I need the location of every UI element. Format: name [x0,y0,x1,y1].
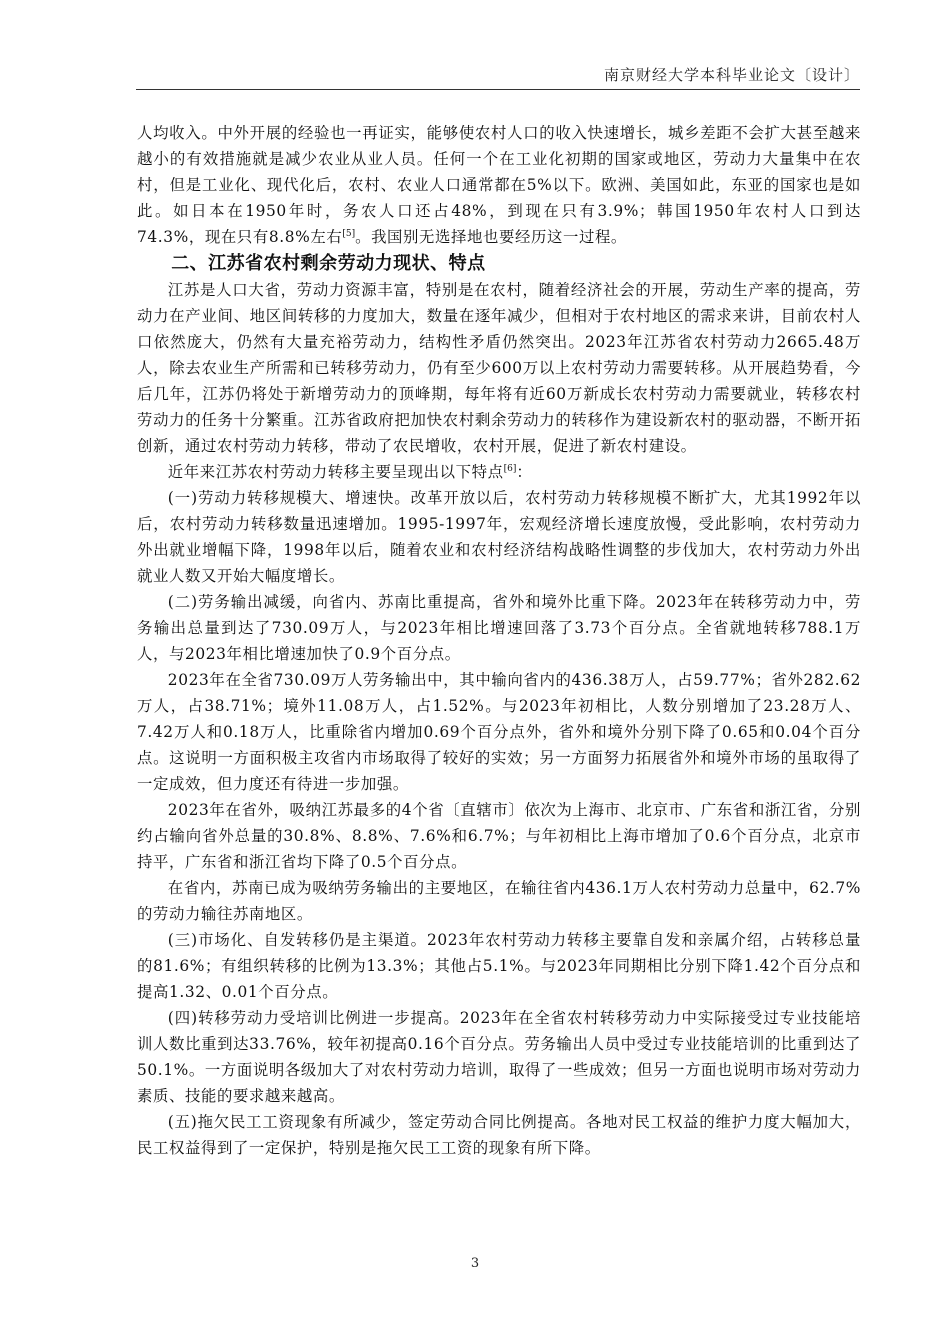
citation-ref: [5] [342,228,356,239]
paragraph: (一)劳动力转移规模大、增速快。改革开放以后，农村劳动力转移规模不断扩大，尤其1992年以后，农村劳动力转移数量迅速增加。1995-1997年，宏观经济增长速度放慢，受此影响，农村劳动力外出就业增幅下降，1998年以后，随着农业和农村经济结构战略性调整的步伐加大，农村劳动力外出就业人数又开始大幅度增长。 [137,489,861,585]
page-number: 3 [470,1256,480,1271]
paragraph: (四)转移劳动力受培训比例进一步提高。2023年在全省农村转移劳动力中实际接受过专业技能培训人数比重到达33.76%，较年初提高0.16个百分点。劳务输出人员中受过专业技能培训的比重到达了50.1%。一方面说明各级加大了对农村劳动力培训，取得了一些成效；但另一方面也说明市场对劳动力素质、技能的要求越来越高。 [137,1009,861,1105]
paragraph: (三)市场化、自发转移仍是主渠道。2023年农村劳动力转移主要靠自发和亲属介绍，占转移总量的81.6%；有组织转移的比例为13.3%；其他占5.1%。与2023年同期相比分别下降1.42个百分点和提高1.32、0.01个百分点。 [137,931,861,1001]
header-divider [136,89,860,90]
paragraph: 在省内，苏南已成为吸纳劳务输出的主要地区，在输往省内436.1万人农村劳动力总量中，62.7%的劳动力输往苏南地区。 [137,879,861,923]
paragraph: (五)拖欠民工工资现象有所减少，签定劳动合同比例提高。各地对民工权益的维护力度大幅加大，民工权益得到了一定保护，特别是拖欠民工工资的现象有所下降。 [137,1113,861,1157]
section-heading: 二、江苏省农村剩余劳动力现状、特点 [171,253,486,274]
running-header: 南京财经大学本科毕业论文〔设计〕 [603,66,860,84]
paragraph: 近年来江苏农村劳动力转移主要呈现出以下特点[6]： [167,463,533,481]
document-body [137,120,861,1161]
citation-ref: [6] [503,463,517,474]
paragraph: 江苏是人口大省，劳动力资源丰富，特别是在农村，随着经济社会的开展，劳动生产率的提高，劳动力在产业间、地区间转移的力度加大，数量在逐年减少，但相对于农村地区的需求来讲，目前农村人口依然庞大，仍然有大量充裕劳动力，结构性矛盾仍然突出。2023年江苏省农村劳动力2665.48万人，除去农业生产所需和已转移劳动力，仍有至少600万以上农村劳动力需要转移。从开展趋势看，今后几年，江苏仍将处于新增劳动力的顶峰期，每年将有近60万新成长农村劳动力需要就业，转移农村劳动力的任务十分繁重。江苏省政府把加快农村剩余劳动力的转移作为建设新农村的驱动器，不断开拓创新，通过农村劳动力转移，带动了农民增收，农村开展，促进了新农村建设。 [137,281,861,455]
paragraph: 2023年在省外，吸纳江苏最多的4个省〔直辖市〕依次为上海市、北京市、广东省和浙江省，分别约占输向省外总量的30.8%、8.8%、7.6%和6.7%；与年初相比上海市增加了0.6个百分点，北京市持平，广东省和浙江省均下降了0.5个百分点。 [137,801,861,871]
paragraph: (二)劳务输出减缓，向省内、苏南比重提高，省外和境外比重下降。2023年在转移劳动力中，劳务输出总量到达了730.09万人，与2023年相比增速回落了3.73个百分点。全省就地转移788.1万人，与2023年相比增速加快了0.9个百分点。 [137,593,861,663]
paragraph-continuation: 人均收入。中外开展的经验也一再证实，能够使农村人口的收入快速增长，城乡差距不会扩大甚至越来越小的有效措施就是减少农业从业人员。任何一个在工业化初期的国家或地区，劳动力大量集中在农村，但是工业化、现代化后，农村、农业人口通常都在5%以下。欧洲、美国如此，东亚的国家也是如此。如日本在1950年时，务农人口还占48%，到现在只有3.9%；韩国1950年农村人口到达74.3%，现在只有8.8%左右[5]。我国别无选择地也要经历这一过程。 [137,124,861,246]
paragraph: 2023年在全省730.09万人劳务输出中，其中输向省内的436.38万人，占59.77%；省外282.62万人，占38.71%；境外11.08万人，占1.52%。与2023年初相比，人数分别增加了23.28万人、7.42万人和0.18万人，比重除省内增加0.69个百分点外，省外和境外分别下降了0.65和0.04个百分点。这说明一方面积极主攻省内市场取得了较好的实效；另一方面努力拓展省外和境外市场的虽取得了一定成效，但力度还有待进一步加强。 [137,671,861,793]
